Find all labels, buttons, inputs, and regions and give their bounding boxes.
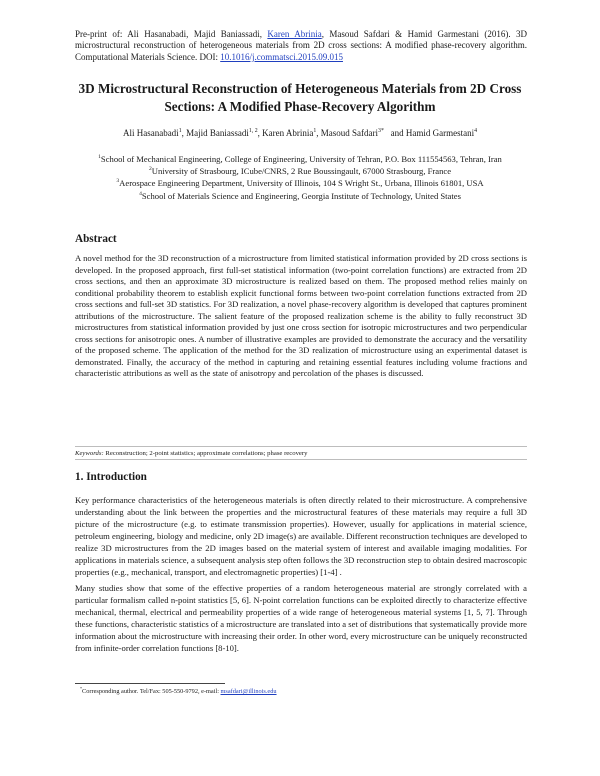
affiliation (70, 153, 530, 165)
author (391, 128, 477, 138)
keywords-label: Keywords: (75, 450, 104, 457)
introduction-heading: 1. Introduction (75, 471, 147, 483)
affiliation (70, 190, 530, 202)
author-sup: 1 (313, 128, 317, 134)
affiliation-text: University of Strasbourg, ICube/CNRS, 2 Rue Boussingault, 67000 Strasbourg, France (151, 166, 452, 177)
author-sup: 1 (178, 128, 182, 134)
abstract-heading: Abstract (75, 233, 117, 245)
affiliation-sup: 1 (98, 154, 101, 161)
author-list: Ali Hasanabadi$^1$, Majid Baniassadi$^{1, 2}$, Karen Abrinia$^1$, Masoud Safdari$^{3*}$ and Hamid Garmestani$^4$ (122, 128, 478, 138)
preprint-citation (75, 29, 527, 63)
affiliation (70, 177, 530, 189)
author (186, 128, 258, 138)
author (123, 128, 182, 138)
footnote-text: Corresponding author. Tel/Fax: 505-550-9792, e-mail: (82, 688, 221, 695)
preprint-authors-prefix: Pre-print of: Ali Hasanabadi, Majid Baniassadi, (75, 29, 268, 39)
paper-title: 3D Microstructural Reconstruction of Heterogeneous Materials from 2D Cross Sections: A Modified Phase-Recovery Algorithm (78, 81, 522, 114)
affiliation (70, 165, 530, 177)
author-name: Majid Baniassadi (186, 128, 249, 138)
keywords-line (75, 449, 527, 458)
introduction-paragraph-1: Key performance characteristics of the heterogeneous materials is often directly related to their microstructure. A comprehensive understanding about the link between the properties and the microstructural features of these materials may require a full 3D picture of the microstructure (e.g. to estimate transmission properties). However, usually for applications in material science, petroleum engineering, biology and medicine, only 2D image(s) are available. Different reconstruction techniques are developed to realize 3D microstructures from the 2D images based on the material system of interest and available imaging modalities. For applications in materials science, a subsequent analysis step often follows the 3D reconstruction step to obtain desired macroscopic properties (e.g., mechanical, transport, and electromagnetic properties) [1-4] . (75, 495, 527, 577)
author-sup: 4 (474, 128, 478, 134)
affiliation-text: School of Materials Science and Engineering, Georgia Institute of Technology, United States (141, 190, 461, 201)
affiliation-sup: 4 (139, 190, 142, 197)
affiliation-sup: 3 (116, 178, 120, 185)
introduction-paragraph-2: Many studies show that some of the effective properties of a random heterogeneous material are strongly correlated with a particular formalism called n-point statistics [5, 6]. N-point correlation functions can be exploited directly to characterize effective mechanical, thermal, electrical and permeability properties of a wide range of heterogeneous material systems [1, 5, 7]. Through these functions, characteristic statistics of a microstructure are translated into a set of distributions that systematically provide more information about the microstructure with increasing their order. In other word, every microstructure can be uniquely reconstructed from infinite-order correlation functions [8-10]. (75, 583, 527, 653)
author-name: Masoud Safdari (320, 128, 379, 138)
author-name: and Hamid Garmestani (390, 128, 475, 138)
email-link[interactable]: msafdari@illinois.edu (220, 688, 277, 695)
author-link[interactable]: Karen Abrinia (267, 29, 322, 39)
affiliation-sup: 2 (148, 166, 152, 173)
author (262, 128, 316, 138)
keywords-bottom-rule (75, 459, 527, 460)
affiliation-text: Aerospace Engineering Department, University of Illinois, 104 S Wright St., Urbana, Illinois 61801, USA (119, 178, 484, 189)
abstract-body: A novel method for the 3D reconstruction of a microstructure from limited statistical information provided by 2D cross sections is developed. In the proposed approach, first full-set statistical information (two-point correlation functions) are extracted from 2D cross sections, and then an approximate 3D microstructure is realized based on them. The proposed method relies mainly on conditional probability theorem to establish explicit functional forms between two-point correlation functions extracted from 2D cross sections and full-set 3D statistics. For 3D realization, a novel phase-recovery algorithm is developed that captures prominent attributions of the microstructure. The salient feature of the proposed realization scheme is the ability to fully reconstruct 3D microstructures from statistical information provided by just one cross section for isotropic microstructures and two perpendicular cross sections for anisotropic ones. A number of illustrative examples are provided to demonstrate the accuracy and the versatility of the proposed scheme. The application of the method for the 3D realization of microstructure using an experimental dataset is demonstrated. Finally, the accuracy of the method in capturing and retaining essential features including volume fractions and characteristic attributions as well as the state of anisotropy and percolation of the phases is discussed. (75, 253, 527, 379)
footnote-rule (75, 683, 225, 684)
author-name: Karen Abrinia (262, 128, 314, 138)
doi-link[interactable]: 10.1016/j.commatsci.2015.09.015 (220, 51, 343, 62)
affiliation-list (70, 153, 530, 202)
keywords-top-rule (75, 446, 527, 447)
affiliation-text: School of Mechanical Engineering, College of Engineering, University of Tehran, P.O. Box 111554563, Tehran, Iran (100, 154, 502, 164)
footnote (80, 685, 277, 696)
preprint-citation-rest: , Masoud Safdari & Hamid Garmestani (2016). 3D microstructural reconstruction of heterogeneous materials from 2D cross sections: A modified phase-recovery algorithm. Computational Materials Science. DOI: (75, 29, 528, 62)
keywords-text: Reconstruction; 2-point statistics; approximate correlations; phase recovery (103, 450, 308, 457)
author-name: Ali Hasanabadi (122, 128, 179, 138)
author-sup: 3* (378, 128, 384, 134)
footnote-mark: * (80, 685, 83, 691)
author (321, 128, 384, 138)
author-sup: 1, 2 (248, 128, 258, 134)
